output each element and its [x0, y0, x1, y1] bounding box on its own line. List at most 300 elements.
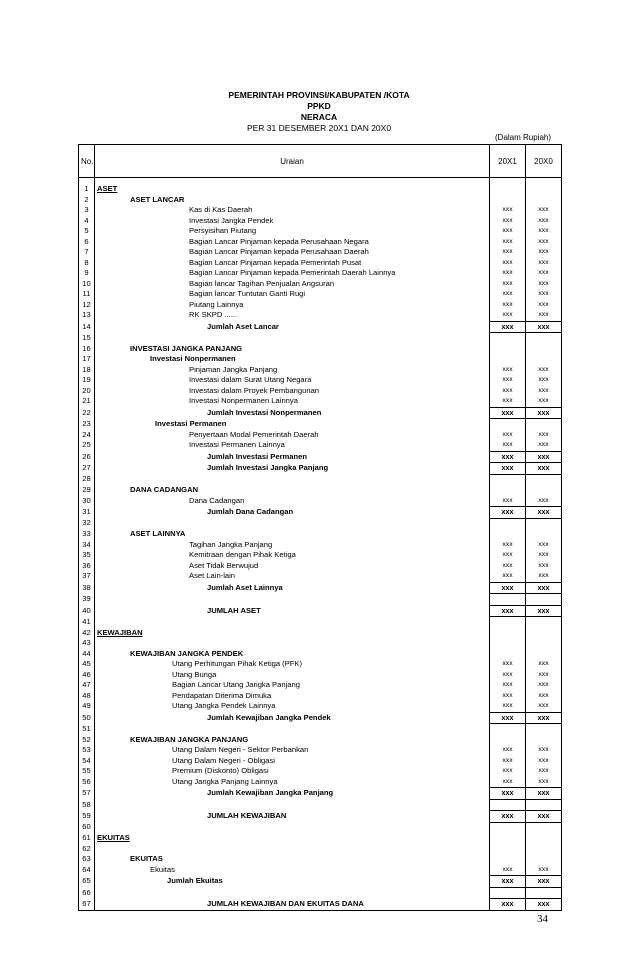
- table-row: [79, 561, 562, 572]
- row-number: 4: [79, 216, 95, 227]
- table-row: [79, 485, 562, 496]
- value-20x1: xxx: [490, 712, 526, 724]
- value-20x1: [490, 638, 526, 649]
- value-20x1: [490, 799, 526, 811]
- value-20x1: xxx: [490, 216, 526, 227]
- row-description: RK SKPD ......: [95, 310, 490, 321]
- table-row: [79, 440, 562, 451]
- value-20x1: xxx: [490, 258, 526, 269]
- value-20x0: xxx: [526, 777, 562, 788]
- value-20x1: xxx: [490, 876, 526, 888]
- value-20x1: xxx: [490, 310, 526, 321]
- value-20x1: xxx: [490, 451, 526, 463]
- value-20x1: [490, 735, 526, 746]
- row-description: Utang Jangka Pendek Lainnya: [95, 701, 490, 712]
- value-20x1: xxx: [490, 407, 526, 419]
- row-number: 28: [79, 474, 95, 485]
- row-description: KEWAJIBAN JANGKA PENDEK: [95, 649, 490, 660]
- table-row: [79, 375, 562, 386]
- value-20x1: xxx: [490, 670, 526, 681]
- value-20x1: xxx: [490, 365, 526, 376]
- row-description: Bagian Lancar Utang Jangka Panjang: [95, 680, 490, 691]
- row-number: 49: [79, 701, 95, 712]
- row-number: 5: [79, 226, 95, 237]
- row-number: 39: [79, 594, 95, 606]
- value-20x0: xxx: [526, 605, 562, 617]
- value-20x0: [526, 518, 562, 529]
- row-description: INVESTASI JANGKA PANJANG: [95, 344, 490, 355]
- row-description: Piutang Lainnya: [95, 300, 490, 311]
- table-row: [79, 865, 562, 876]
- table-row: [79, 419, 562, 430]
- row-description: DANA CADANGAN: [95, 485, 490, 496]
- value-20x1: xxx: [490, 605, 526, 617]
- row-number: 7: [79, 247, 95, 258]
- table-row: [79, 507, 562, 519]
- value-20x1: xxx: [490, 745, 526, 756]
- row-number: 53: [79, 745, 95, 756]
- table-row: [79, 496, 562, 507]
- row-description: Aset Lain-lain: [95, 571, 490, 582]
- row-description: Bagian Lancar Pinjaman kepada Pemerintah Daerah Lainnya: [95, 268, 490, 279]
- value-20x1: [490, 822, 526, 833]
- row-description: Utang Dalam Negeri - Sektor Perbankan: [95, 745, 490, 756]
- row-number: 44: [79, 649, 95, 660]
- value-20x0: [526, 617, 562, 628]
- table-row: [79, 226, 562, 237]
- value-20x1: [490, 844, 526, 855]
- row-number: 21: [79, 396, 95, 407]
- row-description: [95, 617, 490, 628]
- value-20x1: [490, 594, 526, 606]
- table-row: [79, 268, 562, 279]
- value-20x0: xxx: [526, 237, 562, 248]
- row-description: [95, 594, 490, 606]
- row-number: 9: [79, 268, 95, 279]
- table-row: [79, 659, 562, 670]
- row-number: 52: [79, 735, 95, 746]
- value-20x1: xxx: [490, 496, 526, 507]
- table-row: [79, 333, 562, 344]
- table-row: [79, 386, 562, 397]
- row-number: 32: [79, 518, 95, 529]
- column-header-20x1: 20X1: [490, 145, 526, 178]
- table-row: [79, 594, 562, 606]
- row-number: 50: [79, 712, 95, 724]
- value-20x0: [526, 485, 562, 496]
- row-number: 26: [79, 451, 95, 463]
- row-number: 1: [79, 184, 95, 195]
- value-20x0: xxx: [526, 430, 562, 441]
- table-row: [79, 638, 562, 649]
- value-20x0: [526, 594, 562, 606]
- row-description: EKUITAS: [95, 854, 490, 865]
- table-row: [79, 628, 562, 639]
- row-description: Bagian lancar Tagihan Penjualan Angsuran: [95, 279, 490, 290]
- value-20x0: [526, 854, 562, 865]
- row-number: 41: [79, 617, 95, 628]
- row-description: Kas di Kas Daerah: [95, 205, 490, 216]
- table-row: [79, 365, 562, 376]
- table-row: [79, 788, 562, 800]
- row-number: 13: [79, 310, 95, 321]
- row-number: 58: [79, 799, 95, 811]
- row-number: 27: [79, 463, 95, 475]
- table-row: [79, 887, 562, 899]
- row-description: Investasi dalam Surat Utang Negara: [95, 375, 490, 386]
- table-row: [79, 582, 562, 594]
- row-number: 30: [79, 496, 95, 507]
- row-description: ASET: [95, 184, 490, 195]
- row-description: [95, 518, 490, 529]
- currency-unit-label: (Dalam Rupiah): [495, 133, 552, 142]
- row-number: 3: [79, 205, 95, 216]
- table-row: [79, 430, 562, 441]
- value-20x0: [526, 638, 562, 649]
- page-number: 34: [537, 913, 548, 925]
- value-20x1: [490, 485, 526, 496]
- row-description: Jumlah Investasi Permanen: [95, 451, 490, 463]
- header-line-4: PER 31 DESEMBER 20X1 DAN 20X0: [246, 123, 392, 133]
- row-number: 25: [79, 440, 95, 451]
- row-description: Investasi Jangka Pendek: [95, 216, 490, 227]
- row-number: 40: [79, 605, 95, 617]
- table-row: [79, 811, 562, 823]
- value-20x1: xxx: [490, 701, 526, 712]
- row-description: ASET LAINNYA: [95, 529, 490, 540]
- row-number: 51: [79, 724, 95, 735]
- column-header-no: No.: [79, 145, 95, 178]
- value-20x0: xxx: [526, 766, 562, 777]
- value-20x0: [526, 649, 562, 660]
- row-number: 57: [79, 788, 95, 800]
- value-20x0: xxx: [526, 205, 562, 216]
- table-row: [79, 184, 562, 195]
- table-row: [79, 735, 562, 746]
- row-description: [95, 333, 490, 344]
- table-row: [79, 407, 562, 419]
- value-20x0: xxx: [526, 507, 562, 519]
- value-20x1: [490, 419, 526, 430]
- row-description: JUMLAH KEWAJIBAN DAN EKUITAS DANA: [95, 899, 490, 911]
- table-row: [79, 777, 562, 788]
- table-row: [79, 822, 562, 833]
- table-row: [79, 844, 562, 855]
- row-number: 17: [79, 354, 95, 365]
- value-20x0: [526, 184, 562, 195]
- row-number: 61: [79, 833, 95, 844]
- value-20x0: [526, 735, 562, 746]
- row-number: 31: [79, 507, 95, 519]
- value-20x1: [490, 833, 526, 844]
- row-description: Jumlah Aset Lancar: [95, 321, 490, 333]
- value-20x0: xxx: [526, 226, 562, 237]
- row-description: Ekuitas: [95, 865, 490, 876]
- row-description: Jumlah Dana Cadangan: [95, 507, 490, 519]
- row-description: Jumlah Kewajiban Jangka Pendek: [95, 712, 490, 724]
- value-20x0: xxx: [526, 540, 562, 551]
- value-20x0: xxx: [526, 386, 562, 397]
- value-20x0: [526, 195, 562, 206]
- value-20x1: xxx: [490, 247, 526, 258]
- row-description: ASET LANCAR: [95, 195, 490, 206]
- value-20x0: [526, 844, 562, 855]
- value-20x0: [526, 344, 562, 355]
- value-20x0: xxx: [526, 811, 562, 823]
- value-20x0: xxx: [526, 865, 562, 876]
- table-row: [79, 289, 562, 300]
- value-20x0: xxx: [526, 440, 562, 451]
- row-description: Kemitraan dengan Pihak Ketiga: [95, 550, 490, 561]
- table-row: [79, 649, 562, 660]
- row-number: 42: [79, 628, 95, 639]
- value-20x1: xxx: [490, 659, 526, 670]
- row-number: 22: [79, 407, 95, 419]
- value-20x0: [526, 724, 562, 735]
- row-number: 2: [79, 195, 95, 206]
- row-number: 48: [79, 691, 95, 702]
- row-description: [95, 799, 490, 811]
- value-20x0: xxx: [526, 258, 562, 269]
- value-20x1: xxx: [490, 561, 526, 572]
- row-description: Investasi Permanen: [95, 419, 490, 430]
- value-20x1: [490, 529, 526, 540]
- value-20x0: [526, 529, 562, 540]
- row-number: 11: [79, 289, 95, 300]
- row-description: Bagian Lancar Pinjaman kepada Perusahaan Negara: [95, 237, 490, 248]
- table-row: [79, 540, 562, 551]
- row-description: Investasi Nonpermanen: [95, 354, 490, 365]
- table-row: [79, 670, 562, 681]
- value-20x0: xxx: [526, 451, 562, 463]
- value-20x0: xxx: [526, 365, 562, 376]
- value-20x0: xxx: [526, 659, 562, 670]
- value-20x0: xxx: [526, 670, 562, 681]
- row-number: 59: [79, 811, 95, 823]
- value-20x0: xxx: [526, 582, 562, 594]
- value-20x1: xxx: [490, 899, 526, 911]
- value-20x1: xxx: [490, 289, 526, 300]
- row-number: 23: [79, 419, 95, 430]
- row-description: [95, 724, 490, 735]
- value-20x1: xxx: [490, 386, 526, 397]
- row-description: Utang Perhitungan Pihak Ketiga (PFK): [95, 659, 490, 670]
- value-20x0: [526, 822, 562, 833]
- row-description: Investasi Nonpermanen Lainnya: [95, 396, 490, 407]
- value-20x1: xxx: [490, 691, 526, 702]
- value-20x1: xxx: [490, 440, 526, 451]
- table-row: [79, 321, 562, 333]
- table-row: [79, 474, 562, 485]
- row-description: EKUITAS: [95, 833, 490, 844]
- value-20x1: xxx: [490, 375, 526, 386]
- value-20x0: xxx: [526, 561, 562, 572]
- row-number: 8: [79, 258, 95, 269]
- value-20x0: xxx: [526, 247, 562, 258]
- header-line-2: PPKD: [307, 101, 331, 111]
- value-20x1: xxx: [490, 226, 526, 237]
- table-row: [79, 463, 562, 475]
- row-number: 64: [79, 865, 95, 876]
- value-20x0: xxx: [526, 550, 562, 561]
- value-20x0: [526, 628, 562, 639]
- value-20x1: [490, 617, 526, 628]
- value-20x0: [526, 799, 562, 811]
- value-20x0: xxx: [526, 310, 562, 321]
- row-number: 29: [79, 485, 95, 496]
- table-row: [79, 529, 562, 540]
- row-description: Jumlah Kewajiban Jangka Panjang: [95, 788, 490, 800]
- row-description: [95, 474, 490, 485]
- value-20x1: xxx: [490, 571, 526, 582]
- value-20x1: [490, 518, 526, 529]
- value-20x0: xxx: [526, 216, 562, 227]
- value-20x1: xxx: [490, 237, 526, 248]
- row-number: 19: [79, 375, 95, 386]
- row-description: Jumlah Investasi Jangka Panjang: [95, 463, 490, 475]
- row-number: 43: [79, 638, 95, 649]
- row-description: Penyertaan Modal Pemerintah Daerah: [95, 430, 490, 441]
- row-number: 36: [79, 561, 95, 572]
- row-number: 14: [79, 321, 95, 333]
- row-number: 20: [79, 386, 95, 397]
- row-number: 47: [79, 680, 95, 691]
- value-20x1: [490, 628, 526, 639]
- value-20x1: xxx: [490, 540, 526, 551]
- row-number: 12: [79, 300, 95, 311]
- table-row: [79, 617, 562, 628]
- table-row: [79, 237, 562, 248]
- table-row: [79, 766, 562, 777]
- value-20x1: xxx: [490, 777, 526, 788]
- table-row: [79, 550, 562, 561]
- row-description: Pendapatan Diterima Dimuka: [95, 691, 490, 702]
- row-description: Investasi Permanen Lainnya: [95, 440, 490, 451]
- value-20x0: xxx: [526, 300, 562, 311]
- value-20x1: [490, 195, 526, 206]
- row-description: Pinjaman Jangka Panjang: [95, 365, 490, 376]
- column-header-uraian: Uraian: [95, 145, 490, 178]
- value-20x1: xxx: [490, 865, 526, 876]
- value-20x1: [490, 887, 526, 899]
- value-20x1: [490, 354, 526, 365]
- row-number: 24: [79, 430, 95, 441]
- row-description: Dana Cadangan: [95, 496, 490, 507]
- table-row: [79, 712, 562, 724]
- value-20x1: xxx: [490, 268, 526, 279]
- value-20x1: xxx: [490, 279, 526, 290]
- table-row: [79, 701, 562, 712]
- table-row: [79, 691, 562, 702]
- header-line-3: NERACA: [300, 112, 338, 122]
- value-20x0: xxx: [526, 289, 562, 300]
- value-20x1: xxx: [490, 396, 526, 407]
- value-20x0: xxx: [526, 691, 562, 702]
- value-20x1: xxx: [490, 680, 526, 691]
- row-number: 15: [79, 333, 95, 344]
- value-20x0: [526, 419, 562, 430]
- row-description: Premium (Diskonto) Obligasi: [95, 766, 490, 777]
- table-row: [79, 833, 562, 844]
- row-description: Jumlah Investasi Nonpermanen: [95, 407, 490, 419]
- table-row: [79, 518, 562, 529]
- row-number: 66: [79, 887, 95, 899]
- row-number: 34: [79, 540, 95, 551]
- value-20x1: [490, 333, 526, 344]
- row-number: 18: [79, 365, 95, 376]
- value-20x0: xxx: [526, 756, 562, 767]
- table-body: [79, 184, 562, 910]
- table-row: [79, 279, 562, 290]
- row-number: 37: [79, 571, 95, 582]
- row-description: KEWAJIBAN JANGKA PANJANG: [95, 735, 490, 746]
- value-20x1: xxx: [490, 550, 526, 561]
- row-description: Bagian Lancar Pinjaman kepada Perusahaan Daerah: [95, 247, 490, 258]
- table-header-row: [79, 145, 562, 178]
- row-number: 45: [79, 659, 95, 670]
- table-row: [79, 258, 562, 269]
- table-row: [79, 680, 562, 691]
- row-number: 56: [79, 777, 95, 788]
- value-20x1: xxx: [490, 300, 526, 311]
- row-description: Investasi dalam Proyek Pembangunan: [95, 386, 490, 397]
- value-20x0: xxx: [526, 876, 562, 888]
- row-description: Jumlah Aset Lainnya: [95, 582, 490, 594]
- table-row: [79, 899, 562, 911]
- balance-sheet-table: [78, 144, 562, 911]
- row-number: 38: [79, 582, 95, 594]
- value-20x1: xxx: [490, 321, 526, 333]
- row-description: Bagian Lancar Pinjaman kepada Pemerintah Pusat: [95, 258, 490, 269]
- row-number: 46: [79, 670, 95, 681]
- value-20x1: [490, 474, 526, 485]
- value-20x1: xxx: [490, 205, 526, 216]
- table-row: [79, 854, 562, 865]
- value-20x0: xxx: [526, 899, 562, 911]
- value-20x0: xxx: [526, 321, 562, 333]
- table-row: [79, 451, 562, 463]
- row-description: Persyisihan Piutang: [95, 226, 490, 237]
- value-20x1: xxx: [490, 582, 526, 594]
- value-20x1: [490, 854, 526, 865]
- row-description: JUMLAH KEWAJIBAN: [95, 811, 490, 823]
- value-20x1: [490, 724, 526, 735]
- value-20x0: xxx: [526, 268, 562, 279]
- value-20x1: xxx: [490, 756, 526, 767]
- value-20x1: [490, 649, 526, 660]
- table-row: [79, 745, 562, 756]
- table-row: [79, 799, 562, 811]
- value-20x1: xxx: [490, 463, 526, 475]
- row-description: Tagihan Jangka Panjang: [95, 540, 490, 551]
- table-row: [79, 205, 562, 216]
- value-20x0: xxx: [526, 571, 562, 582]
- row-number: 33: [79, 529, 95, 540]
- value-20x0: [526, 833, 562, 844]
- row-number: 35: [79, 550, 95, 561]
- value-20x0: xxx: [526, 701, 562, 712]
- table-row: [79, 300, 562, 311]
- row-description: [95, 844, 490, 855]
- value-20x0: xxx: [526, 279, 562, 290]
- table-row: [79, 605, 562, 617]
- row-description: Utang Dalam Negeri - Obligasi: [95, 756, 490, 767]
- table-row: [79, 195, 562, 206]
- row-description: Utang Jangka Panjang Lainnya: [95, 777, 490, 788]
- table-row: [79, 571, 562, 582]
- table-row: [79, 724, 562, 735]
- row-description: [95, 822, 490, 833]
